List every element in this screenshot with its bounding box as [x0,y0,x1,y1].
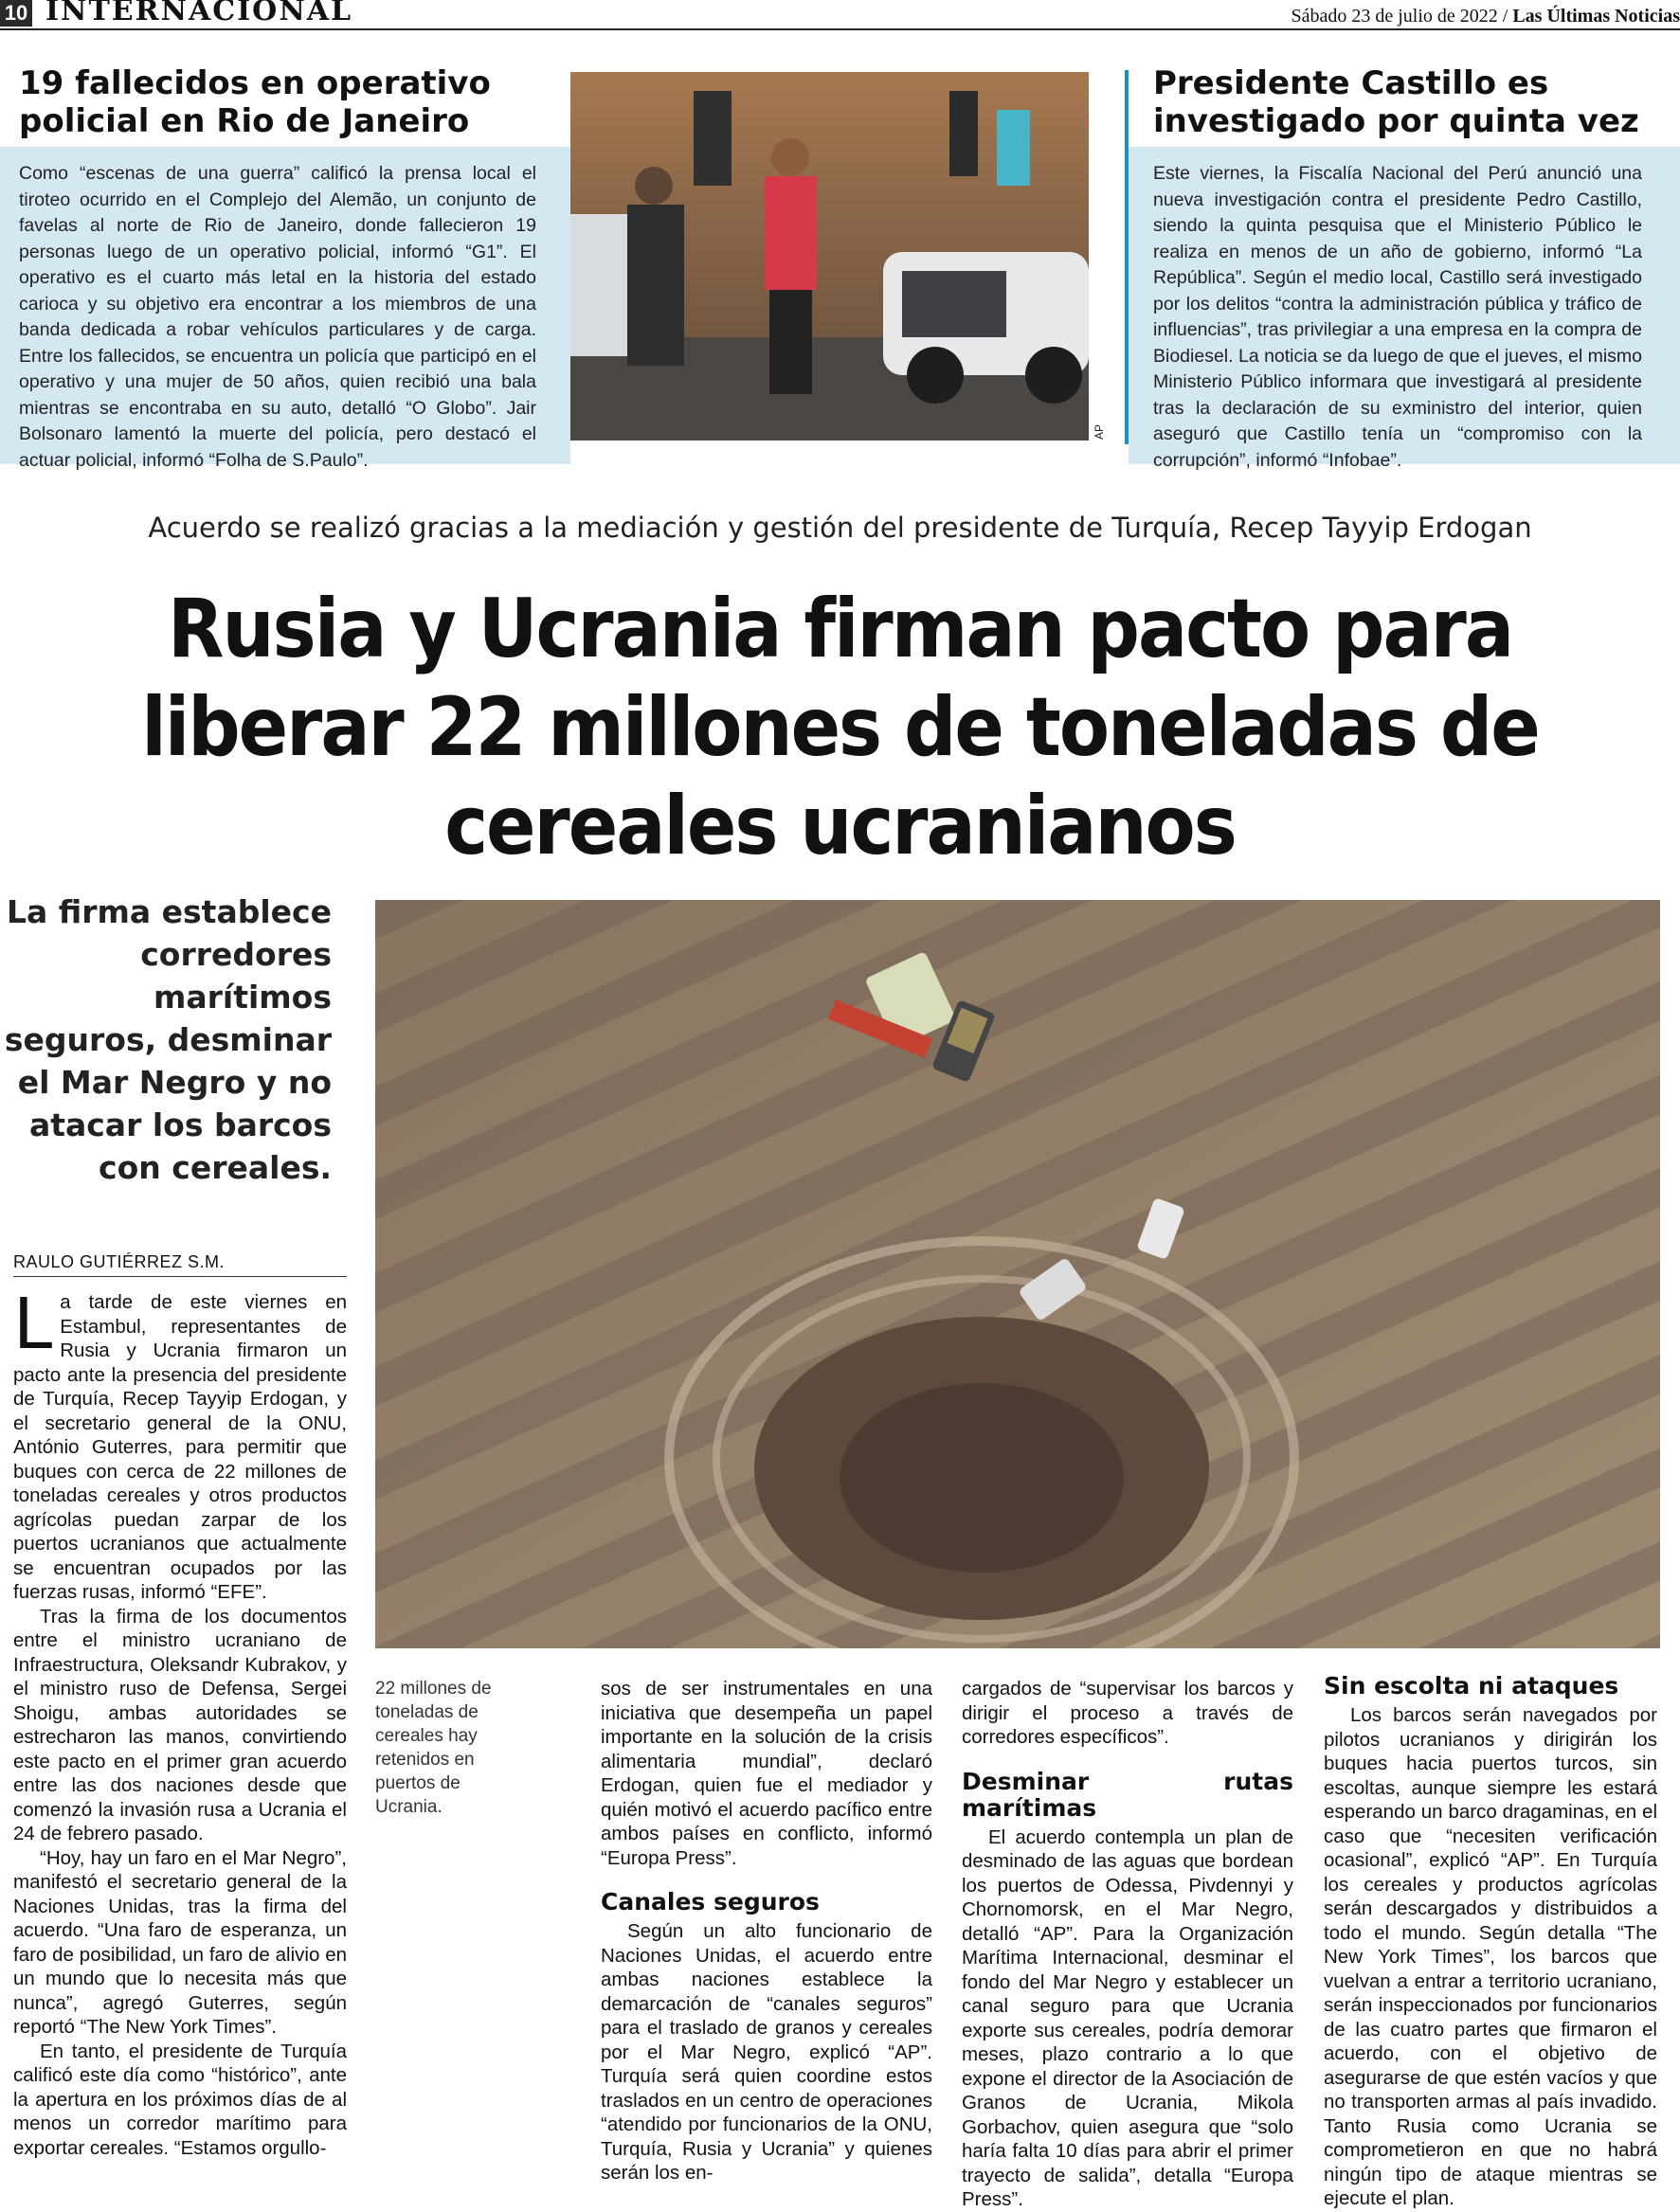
byline: RAULO GUTIÉRREZ S.M. [13,1252,347,1277]
brief-right-text: Este viernes, la Fiscalía Nacional del Perú anunció una nueva investigación contra el presidente Pedro Castillo, siendo la quinta pesquisa que el Ministerio Público le realiza en menos de un año de gobierno, informó “La República”. Según el medio local, Castillo será investigado por los delitos “contra la administración pública y tráfico de influencias”, tras privilegiar a una empresa en la compra de Biodiesel. La noticia se da luego de que el jueves, el mismo Ministerio Público informara que investigará al presidente tras la declaración de su exministro del interior, quien aseguró que Castillo tenía un “compromiso con la corrupción”, informó “Infobae”. [1153,163,1642,471]
paragraph: sos de ser instrumentales en una iniciativa que desempeña un papel importante en la solución de la crisis alimentaria mundial”, declaró Erdogan, quien fue el mediador y quién motivó el acuerdo pacífico entre ambos países en conflicto, informó “Europa Press”. [601,1678,932,1869]
photo-caption: 22 millones de toneladas de cereales hay retenidos en puertos de Ucrania. [375,1679,492,1817]
story-kicker: Acuerdo se realizó gracias a la mediación y gestión del presidente de Turquía, Recep Tayyip Erdogan [148,512,1532,544]
lead-paragraph [13,1284,347,1605]
masthead-rule [0,28,1680,30]
story-subheadline: La firma establece corredores marítimos seguros, desminar el Mar Negro y no atacar los barcos con cereales. [4,893,332,1186]
issue-date: Sábado 23 de julio de 2022 / [1291,6,1508,27]
rio-police-photo [570,72,1089,441]
publication-name: Las Últimas Noticias [1512,6,1680,27]
article-column-3 [962,1677,1293,2212]
paragraph: cargados de “supervisar los barcos y dirigir el proceso a través de corredores específicos”. [962,1678,1293,1748]
lead-paragraph-text: a tarde de este viernes en Estambul, representantes de Rusia y Ucrania firmaron un pacto ante la presencia del presidente de Turquía, Recep Tayyip Erdogan, y el secretario general de la ONU, António Guterres, para permitir que buques con cerca de 22 millones de toneladas cereales y otros productos agrícolas puedan zarpar de los puertos ucranianos que actualmente se encuentran ocupados por las fuerzas rusas, informó “EFE”. [13,1291,347,1603]
section-title: INTERNACIONAL [45,0,353,27]
subheading-desminar: Desminar rutas marítimas [962,1767,1293,1822]
drop-cap: L [13,1284,53,1365]
paragraph: El acuerdo contempla un plan de desminado de las aguas que bordean los puertos de Odessa, Pivdennyi y Chornomorsk, en el Mar Negro, detalló “AP”. Para la Organización Marítima Internacional, desminar el fondo del Mar Negro y establecer un canal seguro para que Ucrania exporte sus cereales, podría demorar meses, plazo contrario a lo que expone el director de la Asociación de Granos de Ucrania, Mikola Gorbachov, quien asegura que “solo haría falta 10 días para abrir el primer trayecto de salida”, detalla “Europa Press”. [962,1825,1293,2210]
page-number: 10 [0,0,32,27]
brief-right-title: Presidente Castillo es investigado por quinta vez [1153,64,1639,140]
subheading-canales: Canales seguros [601,1888,820,1915]
dateline [1291,6,1680,27]
article-column-4 [1324,1673,1657,2211]
paragraph: Según un alto funcionario de Naciones Unidas, el acuerdo entre ambas naciones establece la demarcación de “canales seguros” para el traslado de granos y cereales por el Mar Negro, explicó “AP”. Turquía será quien coordine estos traslados en un centro de operaciones “atendido por funcionarios de la ONU, Turquía, Rusia y Ucrania” y quienes serán los en- [601,1920,932,2184]
wheat-field-aerial-photo [375,900,1660,1648]
paragraph: En tanto, el presidente de Turquía calificó este día como “histórico”, ante la apertura en los próximos días de al menos un corredor marítimo para exportar cereales. “Estamos orgullo- [13,2040,347,2159]
paragraph: “Hoy, hay un faro en el Mar Negro”, manifestó el secretario general de la Naciones Unidas, tras la firma del acuerdo. “Una faro de esperanza, un faro de posibilidad, un faro de alivio en un mundo que lo necesita más que nunca”, agregó Guterres, según reportó “The New York Times”. [13,1846,347,2038]
rio-police-photo-art [570,72,1089,441]
wheat-field-aerial-art [375,900,1660,1648]
subheading-sin-escolta: Sin escolta ni ataques [1324,1672,1619,1699]
story-headline: Rusia y Ucrania firman pacto para liberar 22 millones de toneladas de cereales ucranianos [141,582,1539,873]
paragraph: Los barcos serán navegados por pilotos ucranianos y dirigirán los buques hacia puertos turcos, sin escoltas, aunque siempre les estará esperando un barco dragaminas, en el caso que “necesiten verificación ocasional”, explicó “AP”. En Turquía los cereales y productos agrícolas serán descargados y distribuidos a todo el mundo. Según detalla “The New York Times”, los barcos que vuelvan a entrar a territorio ucraniano, serán inspeccionados por funcionarios de las cuatro partes que firmaron el acuerdo, con el objetivo de asegurarse de que estén vacíos y que no transporten armas al país invadido. Tanto Rusia como Ucrania se comprometieron en que no habrá ningún tipo de ataque mientras se ejecute el plan. [1324,1704,1657,2209]
article-column-2 [601,1677,932,2185]
article-column-1 [13,1284,347,2160]
brief-divider [1125,70,1129,444]
brief-left-title: 19 fallecidos en operativo policial en Rio de Janeiro [19,64,491,140]
brief-left-text: Como “escenas de una guerra” calificó la prensa local el tiroteo ocurrido en el Complejo del Alemão, un conjunto de favelas al norte de Rio de Janeiro, donde fallecieron 19 personas luego de un operativo policial, informó “G1”. El operativo es el cuarto más letal en la historia del estado carioca y su objetivo era encontrar a los miembros de una banda dedicada a robar vehículos particulares y de carga. Entre los fallecidos, se encuentra un policía que participó en el operativo y una mujer de 50 años, quien recibió una bala mientras se encontraba en su auto, detalló “O Globo”. Jair Bolsonaro lamentó la muerte del policía, pero destacó el actuar policial, informó “Folha de S.Paulo”. [19,163,536,471]
photo-credit: AP [1093,423,1106,440]
paragraph: Tras la firma de los documentos entre el ministro ucraniano de Infraestructura, Oleksandr Kubrakov, y el ministro ruso de Defensa, Sergei Shoigu, ambas autoridades se estrecharon las manos, convirtiendo este pacto en el primer gran acuerdo entre las dos naciones desde que comenzó la invasión rusa a Ucrania el 24 de febrero pasado. [13,1605,347,1844]
